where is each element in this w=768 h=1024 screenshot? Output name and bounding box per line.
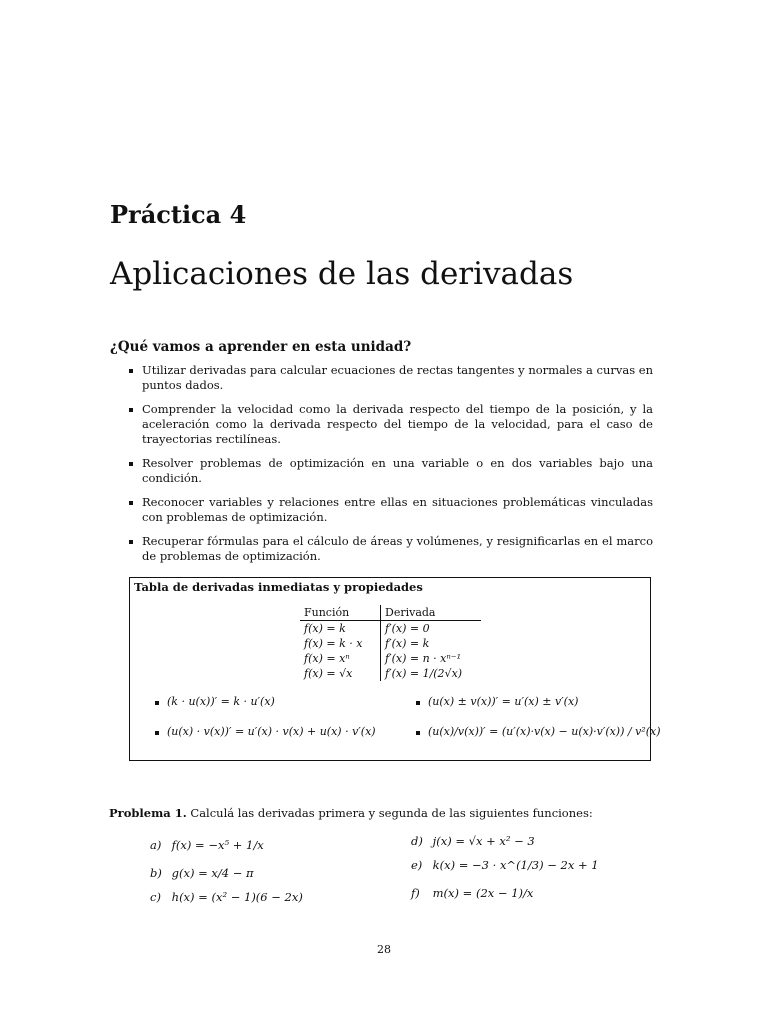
exercise-e [411,858,599,872]
exercise-d [411,834,535,848]
page-number: 28 [377,943,391,956]
goal-item: Comprender la velocidad como la derivada respecto del tiempo de la posición, y la aceleración como la derivada respecto del tiempo de la velocidad, para el caso de trayectorias rectilíneas. [128,402,653,447]
derivative-cell: f′(x) = 1/(2√x) [385,667,463,680]
section-subheading: ¿Qué vamos a aprender en esta unidad? [110,339,412,355]
exercise-expression: f(x) = −x⁵ + 1/x [171,838,264,852]
goal-item: Reconocer variables y relaciones entre ellas en situaciones problemáticas vinculadas con problemas de optimización. [128,495,653,525]
derivatives-table [300,605,481,681]
exercise-label: f) [411,886,420,900]
chapter-heading: Práctica 4 [110,200,247,229]
header-function: Función [300,605,381,621]
table-row [300,636,481,651]
exercise-a [150,838,264,852]
goal-item: Recuperar fórmulas para el cálculo de áreas y volúmenes, y resignificarlas en el marco de problemas de optimización. [128,534,653,564]
problem-label: Problema 1. [109,806,187,820]
exercise-f [411,886,533,900]
property-sum: (u(x) ± v(x))′ = u′(x) ± v′(x) [428,695,579,708]
exercise-expression: g(x) = x/4 − π [171,866,254,880]
table-row [300,621,481,637]
exercise-label: e) [411,858,423,872]
header-derivative: Derivada [381,605,482,621]
derivatives-box [129,577,661,761]
exercise-label: a) [150,838,162,852]
derivative-cell: f′(x) = 0 [385,622,430,635]
exercise-expression: j(x) = √x + x² − 3 [432,834,535,848]
table-row [300,666,481,681]
learning-goals-list [128,363,653,573]
exercise-label: b) [150,866,162,880]
exercise-expression: k(x) = −3 · x^(1/3) − 2x + 1 [432,858,599,872]
derivative-cell: f′(x) = k [385,637,430,650]
property-product: (u(x) · v(x))′ = u′(x) · v(x) + u(x) · v′(x) [167,725,376,738]
page-title: Aplicaciones de las derivadas [110,256,574,292]
problem-text: Calculá las derivadas primera y segunda de las siguientes funciones: [190,806,593,820]
function-cell: f(x) = xⁿ [300,651,381,666]
function-cell: f(x) = k · x [300,636,381,651]
function-cell: f(x) = √x [300,666,381,681]
goal-item: Resolver problemas de optimización en una variable o en dos variables bajo una condición. [128,456,653,486]
function-cell: f(x) = k [300,621,381,637]
exercise-c [150,890,303,904]
property-quotient: (u(x)/v(x))′ = (u′(x)·v(x) − u(x)·v′(x)) / v²(x) [428,725,661,738]
property-scalar: (k · u(x))′ = k · u′(x) [167,695,275,708]
exercise-b [150,866,254,880]
table-row [300,651,481,666]
problem-statement [109,806,593,820]
goal-item: Utilizar derivadas para calcular ecuaciones de rectas tangentes y normales a curvas en puntos dados. [128,363,653,393]
exercise-expression: h(x) = (x² − 1)(6 − 2x) [171,890,303,904]
exercise-label: c) [150,890,161,904]
box-title: Tabla de derivadas inmediatas y propiedades [134,580,423,594]
exercise-label: d) [411,834,423,848]
table-header-row [300,605,481,621]
exercise-expression: m(x) = (2x − 1)/x [432,886,534,900]
derivative-cell: f′(x) = n · xⁿ⁻¹ [385,652,462,665]
